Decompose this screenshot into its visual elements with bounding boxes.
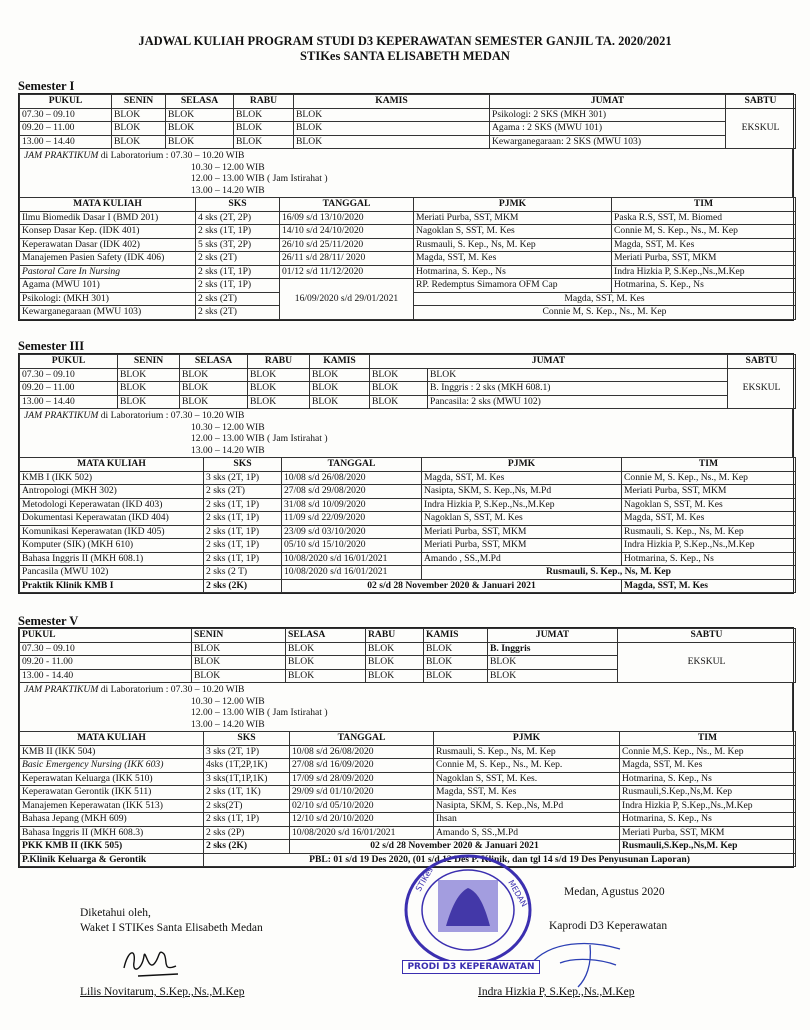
cell: BLOK xyxy=(166,122,234,136)
praktikum-label: JAM PRAKTIKUM xyxy=(24,684,99,695)
cell: BLOK xyxy=(424,642,488,656)
cell: Psikologi: 2 SKS (MKH 301) xyxy=(490,108,726,122)
cell: 4sks (1T,2P,1K) xyxy=(204,759,290,773)
cell: P.Klinik Keluarga & Gerontik xyxy=(20,853,204,867)
cell: Manajemen Keperawatan (IKK 513) xyxy=(20,799,204,813)
right-signer-name: Indra Hizkia P, S.Kep.,Ns.,M.Kep xyxy=(478,986,635,998)
cell: BLOK xyxy=(234,135,294,149)
cell: PBL: 01 s/d 19 Des 2020, (01 s/d 12 Des P. Klinik, dan tgl 14 s/d 19 Des Penyusunan Laporan) xyxy=(204,853,796,867)
cell: Konsep Dasar Kep. (IDK 401) xyxy=(20,225,196,239)
svg-text:STIKes: STIKes xyxy=(413,865,435,893)
semester-3-schedule xyxy=(19,354,796,409)
cell: PKK KMB II (IKK 505) xyxy=(20,840,204,854)
cell: Magda, SST, M. Kes xyxy=(422,471,622,485)
cell: 10/08 s/d 26/08/2020 xyxy=(290,745,434,759)
col-sks: SKS xyxy=(204,458,282,472)
cell: Ilmu Biomedik Dasar I (BMD 201) xyxy=(20,211,196,225)
signing-date: Medan, Agustus 2020 xyxy=(564,886,665,898)
cell: Amando , SS.,M.Pd xyxy=(422,552,622,566)
cell: 2 sks (1T, 1K) xyxy=(204,786,290,800)
praktikum-hours xyxy=(19,409,793,457)
cell: Paska R.S, SST, M. Biomed xyxy=(612,211,796,225)
left-signer-name: Lilis Novitarum, S.Kep.,Ns.,M.Kep xyxy=(80,986,245,998)
cell: BLOK xyxy=(248,382,310,396)
cell: 10/08 s/d 26/08/2020 xyxy=(282,471,422,485)
cell: Magda, SST, M. Kes xyxy=(414,252,612,266)
cell: BLOK xyxy=(370,382,428,396)
cell: Nagoklan S, SST, M. Kes xyxy=(622,498,796,512)
semester-5-block xyxy=(18,627,794,868)
cell: Indra Hizkia P, S.Kep.,Ns.,M.Kep xyxy=(612,265,796,279)
cell: BLOK xyxy=(366,656,424,670)
cell: 10/08/2020 s/d 16/01/2021 xyxy=(290,826,434,840)
col-tim: TIM xyxy=(622,458,796,472)
cell: BLOK xyxy=(294,135,490,149)
cell: BLOK xyxy=(286,669,366,683)
cell: BLOK xyxy=(310,395,370,409)
cell: 13.00 – 14.40 xyxy=(20,135,112,149)
schedule-header xyxy=(20,355,796,369)
known-by-label: Diketahui oleh, xyxy=(80,907,151,919)
col-kamis: KAMIS xyxy=(310,355,370,369)
cell: BLOK xyxy=(192,642,286,656)
cell: BLOK xyxy=(112,122,166,136)
table-row xyxy=(20,238,796,252)
cell: 5 sks (3T, 2P) xyxy=(196,238,280,252)
table-row xyxy=(20,122,796,136)
praktikum-label: JAM PRAKTIKUM xyxy=(24,410,99,421)
cell: Amando S, SS.,M.Pd xyxy=(434,826,620,840)
cell: BLOK xyxy=(366,642,424,656)
cell: 11/09 s/d 22/09/2020 xyxy=(282,512,422,526)
table-row xyxy=(20,826,796,840)
cell: 2 sks (2T) xyxy=(204,485,282,499)
cell: 07.30 – 09.10 xyxy=(20,108,112,122)
cell: 07.30 – 09.10 xyxy=(20,368,118,382)
col-rabu: RABU xyxy=(234,95,294,109)
table-row xyxy=(20,759,796,773)
table-row xyxy=(20,265,796,279)
cell: Meriati Purba, SST, MKM xyxy=(422,525,622,539)
cell: 4 sks (2T, 2P) xyxy=(196,211,280,225)
cell: Nagoklan S, SST, M. Kes xyxy=(422,512,622,526)
cell: BLOK xyxy=(118,395,180,409)
table-row xyxy=(20,211,796,225)
schedule-header xyxy=(20,629,796,643)
cell: Nagoklan S, SST, M. Kes xyxy=(414,225,612,239)
cell: BLOK xyxy=(424,669,488,683)
table-row xyxy=(20,498,796,512)
left-signer-title: Waket I STIKes Santa Elisabeth Medan xyxy=(80,922,263,934)
col-pukul: PUKUL xyxy=(20,95,112,109)
table-row xyxy=(20,252,796,266)
praktikum-line: 10.30 – 12.00 WIB xyxy=(191,161,265,173)
cell: 2 sks (2K) xyxy=(204,840,290,854)
praktikum-line: 10.30 – 12.00 WIB xyxy=(191,421,265,433)
cell: BLOK xyxy=(166,135,234,149)
col-jumat: JUMAT xyxy=(490,95,726,109)
cell: BLOK xyxy=(192,656,286,670)
cell: Connie M, S. Kep., Ns., M. Kep xyxy=(414,306,796,320)
cell: Magda, SST, M. Kes xyxy=(622,512,796,526)
praktikum-line: 13.00 – 14.20 WIB xyxy=(191,184,265,196)
semester-5-courses xyxy=(19,731,796,867)
table-row xyxy=(20,471,796,485)
merged-date-cell: 16/09/2020 s/d 29/01/2021 xyxy=(280,279,414,320)
cell: 2 sks (2T) xyxy=(196,252,280,266)
cell: Rusmauli,S.Kep.,Ns,M. Kep xyxy=(620,786,796,800)
cell: Magda, SST, M. Kes xyxy=(434,786,620,800)
cell: BLOK xyxy=(118,368,180,382)
cell: 01/12 s/d 11/12/2020 xyxy=(280,265,414,279)
cell: Dokumentasi Keperawatan (IKD 404) xyxy=(20,512,204,526)
table-row xyxy=(20,382,796,396)
praktikum-line: 12.00 – 13.00 WIB ( Jam Istirahat ) xyxy=(191,707,328,719)
cell: Antropologi (MKH 302) xyxy=(20,485,204,499)
cell: Psikologi: (MKH 301) xyxy=(20,292,196,306)
col-rabu: RABU xyxy=(248,355,310,369)
cell: 07.30 – 09.10 xyxy=(20,642,192,656)
cell: 23/09 s/d 03/10/2020 xyxy=(282,525,422,539)
cell: 2 sks (1T, 1P) xyxy=(196,225,280,239)
sabtu-ekskul: EKSKUL xyxy=(618,642,796,683)
cell: Manajemen Pasien Safety (IDK 406) xyxy=(20,252,196,266)
semester-1-block xyxy=(18,93,794,321)
cell: 29/09 s/d 01/10/2020 xyxy=(290,786,434,800)
cell: BLOK xyxy=(424,656,488,670)
cell: 2 sks (2T) xyxy=(196,292,280,306)
cell: Keperawatan Keluarga (IKK 510) xyxy=(20,772,204,786)
col-sks: SKS xyxy=(204,732,290,746)
cell: 26/10 s/d 25/11/2020 xyxy=(280,238,414,252)
cell: 3 sks (2T, 1P) xyxy=(204,471,282,485)
cell: RP. Redemptus Simamora OFM Cap xyxy=(414,279,612,293)
cell: Keperawatan Dasar (IDK 402) xyxy=(20,238,196,252)
semester-1-title: Semester I xyxy=(18,79,75,93)
cell: Ihsan xyxy=(434,813,620,827)
cell: Praktik Klinik KMB I xyxy=(20,579,204,593)
semester-3-courses xyxy=(19,457,796,593)
course-header xyxy=(20,458,796,472)
praktikum-hours xyxy=(19,683,793,731)
cell: BLOK xyxy=(180,382,248,396)
col-tim: TIM xyxy=(620,732,796,746)
cell: Keperawatan Gerontik (IKK 511) xyxy=(20,786,204,800)
cell: Pancasila (MWU 102) xyxy=(20,566,204,580)
col-sabtu: SABTU xyxy=(618,629,796,643)
cell: Magda, SST, M. Kes xyxy=(414,292,796,306)
praktikum-line: 10.30 – 12.00 WIB xyxy=(191,695,265,707)
cell: 14/10 s/d 24/10/2020 xyxy=(280,225,414,239)
cell: 2 sks (1T, 1P) xyxy=(196,265,280,279)
semester-5-title: Semester V xyxy=(18,614,79,628)
cell: Kewarganegaraan (MWU 103) xyxy=(20,306,196,320)
praktikum-label: JAM PRAKTIKUM xyxy=(24,150,99,161)
semester-1-schedule xyxy=(19,94,796,149)
col-mata-kuliah: MATA KULIAH xyxy=(20,732,204,746)
cell: BLOK xyxy=(112,108,166,122)
table-row xyxy=(20,368,796,382)
cell: BLOK xyxy=(310,368,370,382)
col-jumat: JUMAT xyxy=(488,629,618,643)
col-mata-kuliah: MATA KULIAH xyxy=(20,198,196,212)
col-pjmk: PJMK xyxy=(434,732,620,746)
cell: 12/10 s/d 20/10/2020 xyxy=(290,813,434,827)
institution-stamp xyxy=(398,852,538,980)
cell: 2 sks (2 T) xyxy=(204,566,282,580)
cell: 16/09 s/d 13/10/2020 xyxy=(280,211,414,225)
cell: BLOK xyxy=(488,669,618,683)
praktikum-line: 13.00 – 14.20 WIB xyxy=(191,718,265,730)
table-row xyxy=(20,395,796,409)
cell: Indra Hizkia P, S.Kep.,Ns.,M.Kep xyxy=(422,498,622,512)
cell: 10/08/2020 s/d 16/01/2021 xyxy=(282,552,422,566)
stamp-label: PRODI D3 KEPERAWATAN xyxy=(402,960,540,974)
cell: Hotmarina, S. Kep., Ns xyxy=(620,772,796,786)
cell: Connie M, S. Kep., Ns., M. Kep xyxy=(622,471,796,485)
cell: 02 s/d 28 November 2020 & Januari 2021 xyxy=(282,579,622,593)
col-pukul: PUKUL xyxy=(20,629,192,643)
cell: BLOK xyxy=(366,669,424,683)
cell: BLOK xyxy=(286,642,366,656)
cell: Rusmauli, S. Kep., Ns, M. Kep xyxy=(422,566,796,580)
table-row xyxy=(20,566,796,580)
cell: Agama : 2 SKS (MWU 101) xyxy=(490,122,726,136)
col-selasa: SELASA xyxy=(286,629,366,643)
cell: BLOK xyxy=(294,108,490,122)
table-row xyxy=(20,512,796,526)
cell: BLOK xyxy=(428,368,728,382)
cell: 02 s/d 28 November 2020 & Januari 2021 xyxy=(290,840,620,854)
cell: 2 sks (1T, 1P) xyxy=(204,539,282,553)
col-pukul: PUKUL xyxy=(20,355,118,369)
cell: 13.00 – 14.40 xyxy=(20,395,118,409)
cell: 2 sks (2K) xyxy=(204,579,282,593)
semester-5-schedule xyxy=(19,628,796,683)
cell: Connie M, S. Kep., Ns., M. Kep. xyxy=(434,759,620,773)
cell: 09.20 – 11.00 xyxy=(20,122,112,136)
cell: 09.20 – 11.00 xyxy=(20,382,118,396)
cell: BLOK xyxy=(248,368,310,382)
cell: BLOK xyxy=(180,395,248,409)
cell: Basic Emergency Nursing (IKK 603) xyxy=(20,759,204,773)
cell: 02/10 s/d 05/10/2020 xyxy=(290,799,434,813)
sabtu-ekskul: EKSKUL xyxy=(728,368,796,409)
svg-text:MEDAN: MEDAN xyxy=(506,878,529,909)
cell: BLOK xyxy=(180,368,248,382)
cell: 2 sks (1T, 1P) xyxy=(204,498,282,512)
cell: Indra Hizkia P, S.Kep.,Ns.,M.Kep xyxy=(620,799,796,813)
table-row xyxy=(20,108,796,122)
col-tanggal: TANGGAL xyxy=(282,458,422,472)
cell: 26/11 s/d 28/11/ 2020 xyxy=(280,252,414,266)
table-row xyxy=(20,539,796,553)
cell: 17/09 s/d 28/09/2020 xyxy=(290,772,434,786)
table-row xyxy=(20,799,796,813)
table-row xyxy=(20,485,796,499)
col-rabu: RABU xyxy=(366,629,424,643)
cell: 27/08 s/d 16/09/2020 xyxy=(290,759,434,773)
cell: Pancasila: 2 sks (MWU 102) xyxy=(428,395,728,409)
cell: Rusmauli, S. Kep., Ns, M. Kep xyxy=(414,238,612,252)
cell: Kewarganegaraan: 2 SKS (MWU 103) xyxy=(490,135,726,149)
cell: BLOK xyxy=(112,135,166,149)
doc-title: JADWAL KULIAH PROGRAM STUDI D3 KEPERAWATAN SEMESTER GANJIL TA. 2020/2021 xyxy=(138,34,672,48)
col-kamis: KAMIS xyxy=(294,95,490,109)
cell: BLOK xyxy=(370,368,428,382)
cell: Rusmauli, S. Kep., Ns, M. Kep xyxy=(622,525,796,539)
course-header xyxy=(20,198,796,212)
cell: BLOK xyxy=(370,395,428,409)
left-signature-icon xyxy=(118,940,188,982)
cell: BLOK xyxy=(488,656,618,670)
cell: Meriati Purba, SST, MKM xyxy=(414,211,612,225)
table-row xyxy=(20,840,796,854)
col-jumat: JUMAT xyxy=(370,355,728,369)
col-sabtu: SABTU xyxy=(726,95,796,109)
table-row xyxy=(20,552,796,566)
cell: 2 sks (1T, 1P) xyxy=(204,552,282,566)
sabtu-ekskul: EKSKUL xyxy=(726,108,796,149)
table-row xyxy=(20,642,796,656)
cell: Rusmauli,S.Kep.,Ns,M. Kep xyxy=(620,840,796,854)
cell: 2 sks (1T, 1P) xyxy=(196,279,280,293)
cell: KMB II (IKK 504) xyxy=(20,745,204,759)
cell: Hotmarina, S. Kep., Ns xyxy=(612,279,796,293)
cell: Metodologi Keperawatan (IKD 403) xyxy=(20,498,204,512)
cell: Nasipta, SKM, S. Kep.,Ns, M.Pd xyxy=(434,799,620,813)
cell: BLOK xyxy=(234,122,294,136)
col-selasa: SELASA xyxy=(166,95,234,109)
praktikum-text: di Laboratorium : 07.30 – 10.20 WIB xyxy=(98,684,245,695)
praktikum-text: di Laboratorium : 07.30 – 10.20 WIB xyxy=(98,410,245,421)
cell: BLOK xyxy=(294,122,490,136)
cell: BLOK xyxy=(192,669,286,683)
cell: BLOK xyxy=(234,108,294,122)
cell: Komputer (SIK) (MKH 610) xyxy=(20,539,204,553)
cell: BLOK xyxy=(248,395,310,409)
cell: Magda, SST, M. Kes xyxy=(612,238,796,252)
praktikum-line: 13.00 – 14.20 WIB xyxy=(191,444,265,456)
col-senin: SENIN xyxy=(118,355,180,369)
course-header xyxy=(20,732,796,746)
cell: BLOK xyxy=(166,108,234,122)
cell: Pastoral Care In Nursing xyxy=(20,265,196,279)
col-selasa: SELASA xyxy=(180,355,248,369)
schedule-header xyxy=(20,95,796,109)
table-row xyxy=(20,525,796,539)
table-row xyxy=(20,225,796,239)
cell: Magda, SST, M. Kes xyxy=(622,579,796,593)
table-row xyxy=(20,279,796,293)
table-row xyxy=(20,135,796,149)
col-kamis: KAMIS xyxy=(424,629,488,643)
table-row xyxy=(20,786,796,800)
cell: 27/08 s/d 29/08/2020 xyxy=(282,485,422,499)
col-tanggal: TANGGAL xyxy=(290,732,434,746)
table-row xyxy=(20,745,796,759)
cell: Rusmauli, S. Kep., Ns, M. Kep xyxy=(434,745,620,759)
col-sabtu: SABTU xyxy=(728,355,796,369)
cell: Nagoklan S, SST, M. Kes. xyxy=(434,772,620,786)
table-row xyxy=(20,813,796,827)
cell: BLOK xyxy=(310,382,370,396)
cell: Indra Hizkia P, S.Kep.,Ns.,M.Kep xyxy=(622,539,796,553)
cell: Bahasa Inggris II (MKH 608.3) xyxy=(20,826,204,840)
col-sks: SKS xyxy=(196,198,280,212)
praktikum-line: 12.00 – 13.00 WIB ( Jam Istirahat ) xyxy=(191,173,328,185)
doc-subtitle: STIKes SANTA ELISABETH MEDAN xyxy=(300,49,510,63)
praktikum-line: 12.00 – 13.00 WIB ( Jam Istirahat ) xyxy=(191,433,328,445)
cell: Magda, SST, M. Kes xyxy=(620,759,796,773)
cell: BLOK xyxy=(118,382,180,396)
cell: Connie M,S. Kep., Ns., M. Kep xyxy=(620,745,796,759)
right-signer-title: Kaprodi D3 Keperawatan xyxy=(549,920,668,932)
col-senin: SENIN xyxy=(192,629,286,643)
cell: Komunikasi Keperawatan (IKD 405) xyxy=(20,525,204,539)
col-pjmk: PJMK xyxy=(422,458,622,472)
cell: 31/08 s/d 10/09/2020 xyxy=(282,498,422,512)
semester-3-block xyxy=(18,353,794,594)
cell: 2 sks (1T, 1P) xyxy=(204,525,282,539)
cell: 2 sks(2T) xyxy=(204,799,290,813)
cell: Hotmarina, S. Kep., Ns xyxy=(620,813,796,827)
cell: Meriati Purba, SST, MKM xyxy=(612,252,796,266)
praktikum-hours xyxy=(19,149,793,197)
cell: 2 sks (2P) xyxy=(204,826,290,840)
cell: 10/08/2020 s/d 16/01/2021 xyxy=(282,566,422,580)
cell: Connie M, S. Kep., Ns., M. Kep xyxy=(612,225,796,239)
cell: KMB I (IKK 502) xyxy=(20,471,204,485)
cell: Hotmarina, S. Kep., Ns xyxy=(622,552,796,566)
table-row xyxy=(20,579,796,593)
cell: 2 sks (1T, 1P) xyxy=(204,512,282,526)
col-mata-kuliah: MATA KULIAH xyxy=(20,458,204,472)
cell: Meriati Purba, SST, MKM xyxy=(422,539,622,553)
cell: Agama (MWU 101) xyxy=(20,279,196,293)
cell: Meriati Purba, SST, MKM xyxy=(620,826,796,840)
cell: Hotmarina, S. Kep., Ns xyxy=(414,265,612,279)
cell: Meriati Purba, SST, MKM xyxy=(622,485,796,499)
col-tim: TIM xyxy=(612,198,796,212)
cell: 2 sks (2T) xyxy=(196,306,280,320)
cell: B. Inggris : 2 sks (MKH 608.1) xyxy=(428,382,728,396)
cell: Bahasa Inggris II (MKH 608.1) xyxy=(20,552,204,566)
praktikum-text: di Laboratorium : 07.30 – 10.20 WIB xyxy=(98,150,245,161)
cell: 05/10 s/d 15/10/2020 xyxy=(282,539,422,553)
col-pjmk: PJMK xyxy=(414,198,612,212)
cell: B. Inggris xyxy=(488,642,618,656)
col-senin: SENIN xyxy=(112,95,166,109)
cell: 09.20 - 11.00 xyxy=(20,656,192,670)
cell: 3 sks(1T,1P,1K) xyxy=(204,772,290,786)
cell: BLOK xyxy=(286,656,366,670)
cell: Nasipta, SKM, S. Kep.,Ns, M.Pd xyxy=(422,485,622,499)
cell: 2 sks (1T, 1P) xyxy=(204,813,290,827)
semester-3-title: Semester III xyxy=(18,339,85,353)
col-tanggal: TANGGAL xyxy=(280,198,414,212)
semester-1-courses xyxy=(19,197,796,320)
table-row xyxy=(20,772,796,786)
cell: Bahasa Jepang (MKH 609) xyxy=(20,813,204,827)
cell: 13.00 - 14.40 xyxy=(20,669,192,683)
cell: 3 sks (2T, 1P) xyxy=(204,745,290,759)
